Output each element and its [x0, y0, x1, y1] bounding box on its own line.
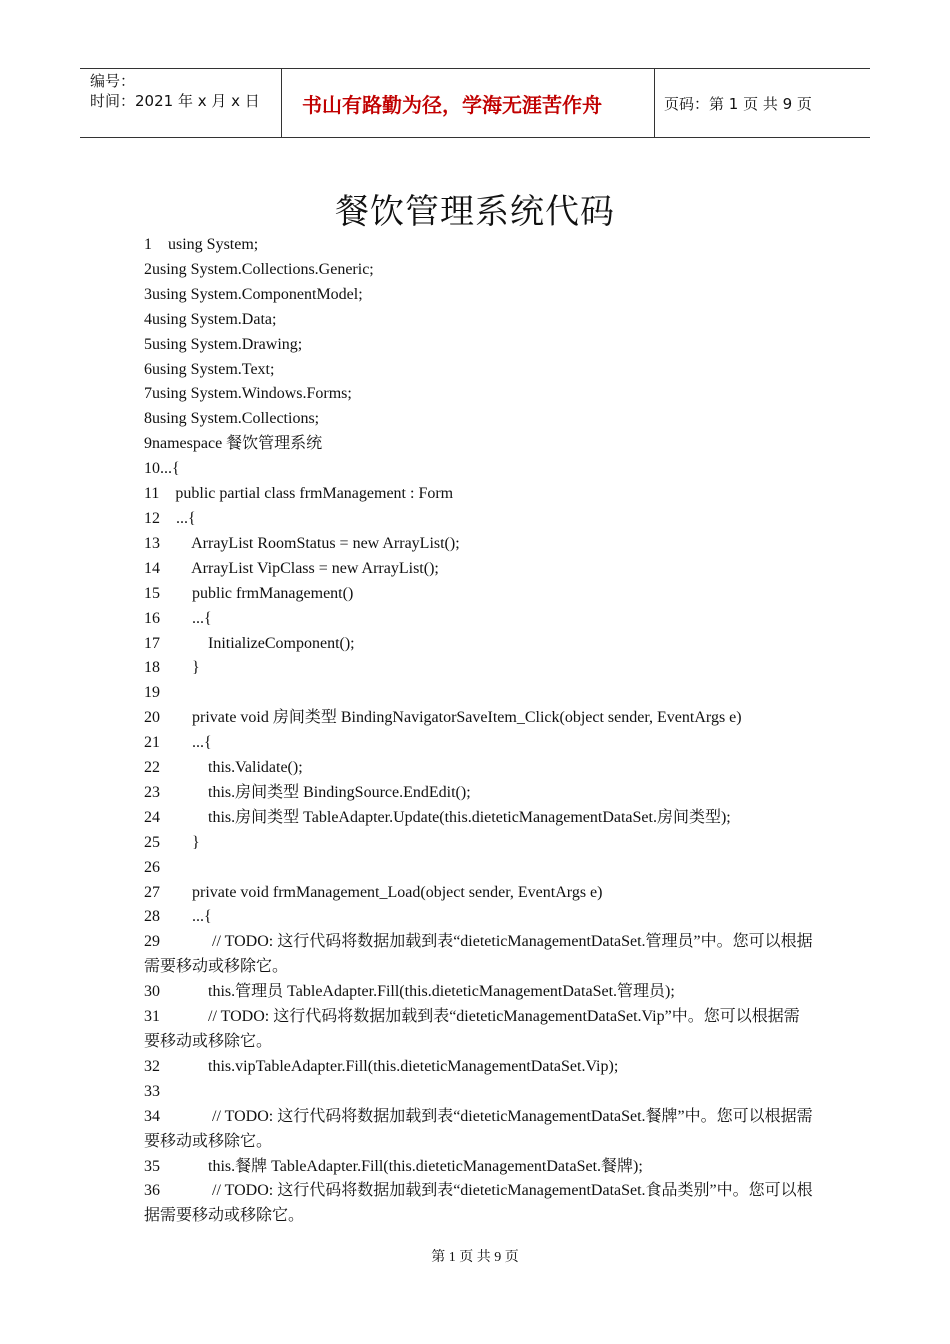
- code-line: 30 this.管理员 TableAdapter.Fill(this.dieteticManagementDataSet.管理员);: [144, 983, 675, 1001]
- code-line: 6using System.Text;: [144, 360, 275, 378]
- code-line: 22 this.Validate();: [144, 759, 303, 777]
- code-line: 23 this.房间类型 BindingSource.EndEdit();: [144, 783, 471, 801]
- code-line: 29 // TODO: 这行代码将数据加载到表“dieteticManagementDataSet.管理员”中。您可以根据需要移动或移除它。: [144, 933, 813, 976]
- header-motto: 书山有路勤为径，学海无涯苦作舟: [282, 69, 655, 137]
- header-meta: [80, 69, 282, 137]
- code-line: 31 // TODO: 这行代码将数据加载到表“dieteticManagementDataSet.Vip”中。您可以根据需要移动或移除它。: [144, 1008, 800, 1050]
- code-line: 36 // TODO: 这行代码将数据加载到表“dieteticManagementDataSet.食品类别”中。您可以根据需要移动或移除它。: [144, 1182, 813, 1225]
- code-line: 26: [144, 858, 160, 876]
- code-line: 13 ArrayList RoomStatus = new ArrayList();: [144, 534, 460, 552]
- code-line: 8using System.Collections;: [144, 410, 320, 428]
- code-line: 15 public frmManagement(): [144, 584, 354, 602]
- code-line: 25 }: [144, 833, 200, 851]
- code-line: 3using System.ComponentModel;: [144, 285, 363, 303]
- page-footer: 第 1 页 共 9 页: [431, 1250, 519, 1265]
- document-title: 餐饮管理系统代码: [335, 192, 615, 232]
- code-listing: [144, 233, 814, 1229]
- code-line: 21 ...{: [144, 734, 212, 752]
- code-line: 9namespace 餐饮管理系统: [144, 435, 323, 453]
- code-line: 18 }: [144, 659, 200, 677]
- time-label: 时间：2021 年 x 月 x 日: [90, 92, 260, 110]
- number-label: 编号：: [90, 72, 136, 90]
- code-line: 11 public partial class frmManagement : Form: [144, 485, 454, 503]
- code-line: 19: [144, 684, 160, 702]
- code-line: 33: [144, 1082, 160, 1100]
- code-line: 35 this.餐牌 TableAdapter.Fill(this.dieteticManagementDataSet.餐牌);: [144, 1157, 643, 1175]
- header-page-info: 页码：第 1 页 共 9 页: [664, 94, 812, 113]
- page-header: [80, 68, 870, 138]
- code-line: 16 ...{: [144, 609, 212, 627]
- code-line: 17 InitializeComponent();: [144, 634, 355, 652]
- code-line: 28 ...{: [144, 908, 212, 926]
- code-line: 10...{: [144, 460, 180, 478]
- code-line: 5using System.Drawing;: [144, 335, 303, 353]
- code-line: 32 this.vipTableAdapter.Fill(this.dieteticManagementDataSet.Vip);: [144, 1057, 619, 1075]
- code-line: 7using System.Windows.Forms;: [144, 385, 352, 403]
- code-line: 4using System.Data;: [144, 310, 277, 328]
- code-line: 1 using System;: [144, 236, 259, 253]
- code-line: 2using System.Collections.Generic;: [144, 260, 374, 278]
- code-line: 34 // TODO: 这行代码将数据加载到表“dieteticManagementDataSet.餐牌”中。您可以根据需要移动或移除它。: [144, 1107, 813, 1150]
- code-line: 24 this.房间类型 TableAdapter.Update(this.dieteticManagementDataSet.房间类型);: [144, 808, 731, 826]
- code-line: 20 private void 房间类型 BindingNavigatorSaveItem_Click(object sender, EventArgs e): [144, 709, 742, 727]
- code-line: 27 private void frmManagement_Load(object sender, EventArgs e): [144, 883, 603, 901]
- code-line: 12 ...{: [144, 509, 196, 527]
- code-line: 14 ArrayList VipClass = new ArrayList();: [144, 559, 439, 577]
